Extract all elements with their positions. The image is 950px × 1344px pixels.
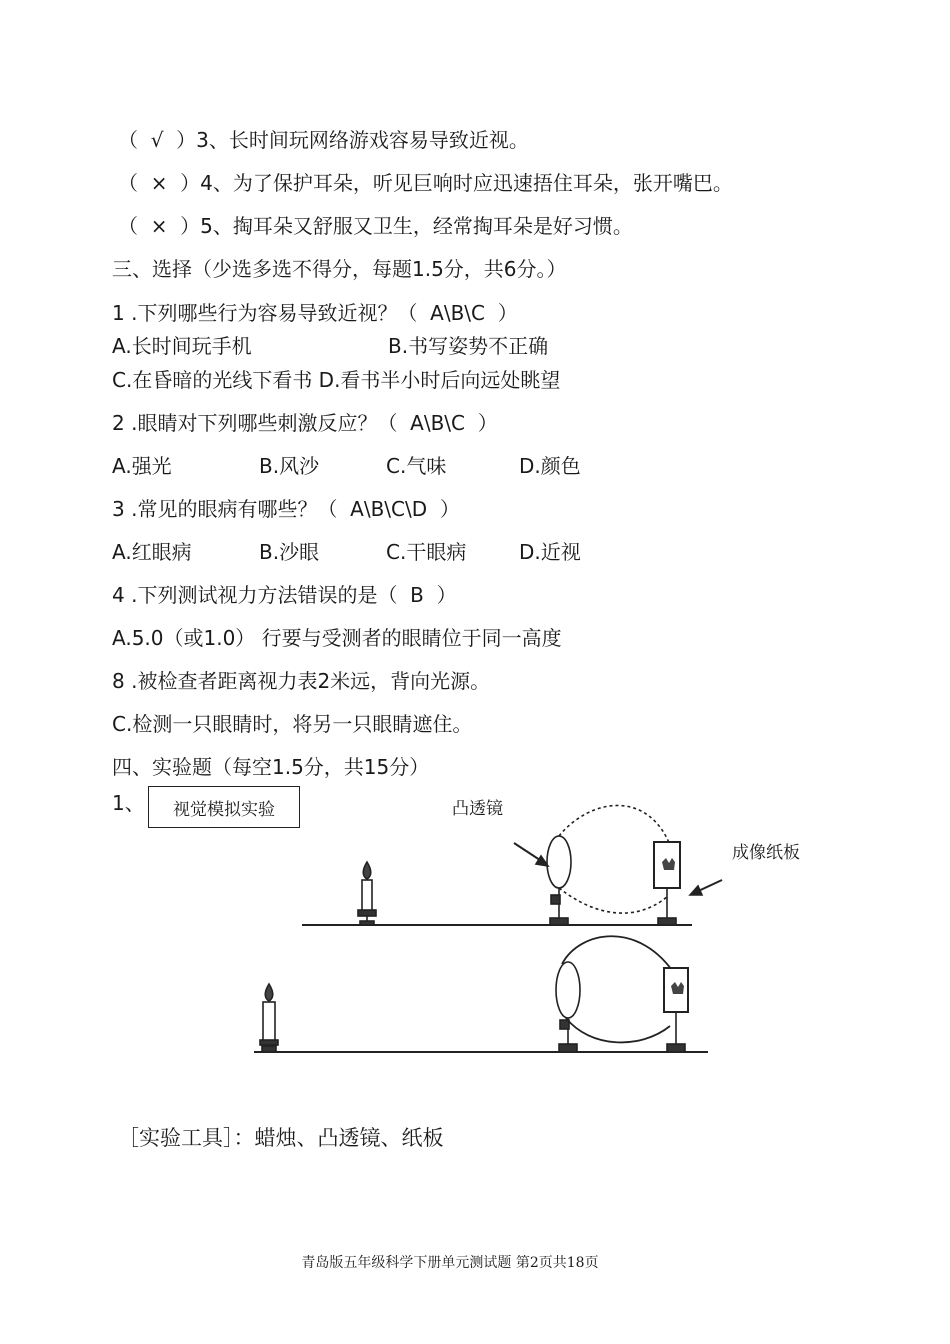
q3-option-c: C.干眼病 xyxy=(386,540,467,564)
screen-bottom-icon xyxy=(664,968,688,1052)
q1-option-a: A.长时间玩手机 xyxy=(112,334,252,358)
lens-top-icon xyxy=(547,836,571,925)
experiment-title: 视觉模拟实验 xyxy=(173,799,275,820)
setup-top xyxy=(302,805,722,925)
q2-option-d: D.颜色 xyxy=(519,454,581,478)
q3-option-a: A.红眼病 xyxy=(112,540,192,564)
q3-question: 3 .常见的眼病有哪些？（ A\B\C\D ） xyxy=(112,497,460,521)
light-path-top-lower xyxy=(559,888,668,913)
tf-item-5: （ × ）5、掏耳朵又舒服又卫生，经常掏耳朵是好习惯。 xyxy=(118,214,633,238)
q3-option-d: D.近视 xyxy=(519,540,581,564)
q4-option-b: 8 .被检查者距离视力表2米远，背向光源。 xyxy=(112,669,491,693)
light-path-bottom-lower xyxy=(566,1018,670,1042)
q2-option-b: B.风沙 xyxy=(259,454,320,478)
experiment-tools: ［实验工具］：蜡烛、凸透镜、纸板 xyxy=(118,1126,444,1150)
section-4-title: 四、实验题（每空1.5分，共15分） xyxy=(112,755,430,779)
candle-bottom-icon xyxy=(260,984,278,1052)
q2-option-c: C.气味 xyxy=(386,454,447,478)
section-3-title: 三、选择（少选多选不得分，每题1.5分，共6分。） xyxy=(112,257,567,281)
q4-question: 4 .下列测试视力方法错误的是（ B ） xyxy=(112,583,457,607)
lens-bottom-icon xyxy=(556,962,580,1052)
lens-arrow-icon xyxy=(514,843,548,866)
tf-item-3: （ √ ）3、长时间玩网络游戏容易导致近视。 xyxy=(118,128,529,152)
screen-arrow-icon xyxy=(690,880,722,895)
candle-top-icon xyxy=(358,862,376,925)
tf-item-4: （ × ）4、为了保护耳朵，听见巨响时应迅速捂住耳朵，张开嘴巴。 xyxy=(118,171,733,195)
q1-option-cd: C.在昏暗的光线下看书 D.看书半小时后向远处眺望 xyxy=(112,368,561,392)
q4-option-c: C.检测一只眼睛时，将另一只眼睛遮住。 xyxy=(112,712,473,736)
q2-option-a: A.强光 xyxy=(112,454,172,478)
screen-top-icon xyxy=(654,842,680,925)
page-footer: 青岛版五年级科学下册单元测试题 第2页共18页 xyxy=(301,1255,599,1271)
screen-label: 成像纸板 xyxy=(732,843,800,863)
eye-simulation-diagram xyxy=(0,780,950,1080)
experiment-number: 1、 xyxy=(112,791,145,815)
lens-label: 凸透镜 xyxy=(452,799,503,819)
q3-option-b: B.沙眼 xyxy=(259,540,320,564)
q4-option-a: A.5.0（或1.0） 行要与受测者的眼睛位于同一高度 xyxy=(112,626,562,650)
q1-option-b: B.书写姿势不正确 xyxy=(388,334,549,358)
q1-question: 1 .下列哪些行为容易导致近视？（ A\B\C ） xyxy=(112,301,518,325)
setup-bottom xyxy=(254,936,708,1052)
q2-question: 2 .眼睛对下列哪些刺激反应？（ A\B\C ） xyxy=(112,411,498,435)
light-path-bottom-upper xyxy=(562,936,676,976)
